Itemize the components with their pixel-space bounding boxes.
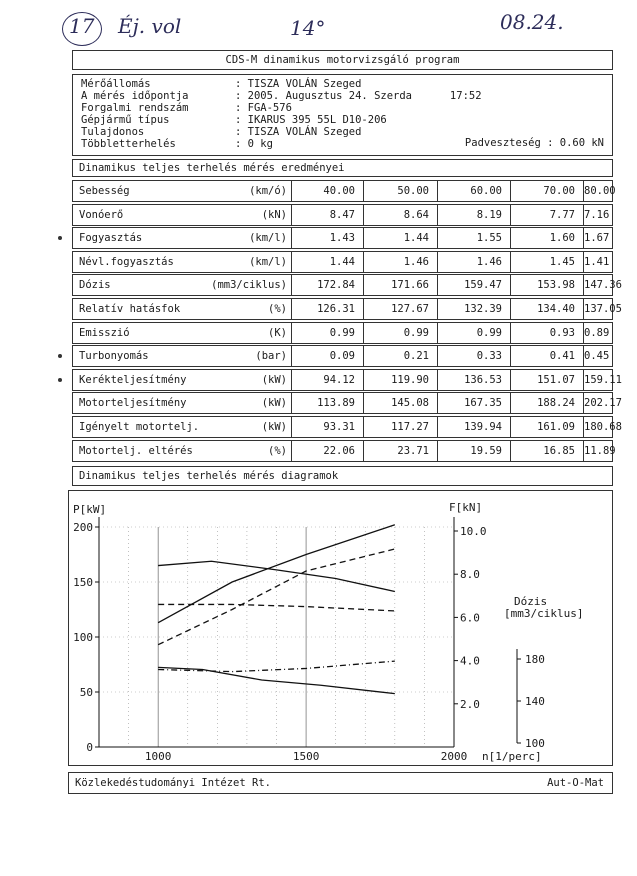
info-label: Tulajdonos (81, 126, 145, 138)
row-label: Kerékteljesítmény (79, 373, 187, 386)
info-label: Mérőállomás (81, 78, 151, 90)
table-cell: 0.99 (437, 323, 510, 343)
table-cell: 159.47 (437, 275, 510, 295)
table-cell: 0.45 (583, 346, 612, 366)
table-row (72, 440, 616, 462)
footer-box (68, 772, 613, 794)
table-cell: 202.17 (583, 393, 612, 413)
table-cell: 132.39 (437, 299, 510, 319)
table-cell: 19.59 (437, 441, 510, 461)
table-row (72, 322, 613, 344)
table-cell: 172.84 (291, 275, 363, 295)
d-tick-label: 180 (525, 653, 545, 666)
f-tick-label: 6.0 (460, 611, 480, 625)
row-unit: (km/ó) (249, 185, 287, 197)
table-cell: 145.08 (363, 393, 437, 413)
table-cell: 1.55 (437, 228, 510, 248)
table-cell: 137.05 (583, 299, 612, 319)
row-label: Fogyasztás (79, 232, 143, 245)
table-cell: 136.53 (437, 370, 510, 390)
table-row (72, 345, 613, 367)
table-cell: 1.60 (510, 228, 583, 248)
table-cell: 139.94 (437, 417, 510, 437)
table-cell: 159.11 (583, 370, 612, 390)
table-cell: 0.21 (363, 346, 437, 366)
row-label: Névl.fogyasztás (79, 255, 174, 268)
table-cell: 1.41 (583, 252, 612, 272)
results-title: Dinamikus teljes terhelés mérés eredményei (79, 162, 345, 174)
table-cell: 126.31 (291, 299, 363, 319)
row-unit: (kW) (261, 373, 287, 386)
p-tick-label: 50 (79, 686, 93, 699)
table-cell: 1.45 (510, 252, 583, 272)
table-cell: 7.77 (510, 205, 583, 225)
dozis-unit-label: [mm3/ciklus] (504, 607, 584, 620)
table-row (72, 392, 622, 414)
table-cell: 127.67 (363, 299, 437, 319)
row-label: Motorteljesítmény (79, 397, 187, 410)
row-label: Turbonyomás (79, 350, 149, 363)
row-unit: (K) (268, 326, 287, 339)
table-cell: 23.71 (363, 441, 437, 461)
d-tick-label: 100 (525, 737, 545, 750)
table-cell: 8.19 (437, 205, 510, 225)
n-tick-label: 2000 (440, 750, 468, 763)
row-unit: (kW) (261, 397, 287, 410)
table-cell: 40.00 (291, 181, 363, 201)
results-title-box (72, 159, 613, 177)
handwritten-text-1: Éj. vol (118, 14, 182, 38)
table-cell: 1.46 (437, 252, 510, 272)
f-axis-label: F[kN] (449, 501, 483, 514)
table-cell: 70.00 (510, 181, 583, 201)
row-unit: (km/l) (249, 232, 287, 245)
handwritten-text-3: 08.24. (500, 10, 564, 34)
table-cell: 0.93 (510, 323, 583, 343)
row-unit: (km/l) (249, 255, 287, 268)
row-unit: (%) (268, 444, 287, 457)
table-cell: 0.33 (437, 346, 510, 366)
table-row (72, 180, 616, 202)
row-label: Relatív hatásfok (79, 303, 181, 315)
info-value: : TISZA VOLÁN Szeged (235, 126, 362, 138)
n-tick-label: 1000 (144, 750, 172, 763)
table-cell: 60.00 (437, 181, 510, 201)
table-row (72, 204, 613, 226)
table-cell: 0.09 (291, 346, 363, 366)
table-cell: 117.27 (363, 417, 437, 437)
f-tick-label: 2.0 (460, 697, 480, 711)
handwritten-text-2: 14° (290, 16, 326, 40)
row-unit: (bar) (255, 350, 287, 363)
table-row (72, 227, 613, 249)
table-cell: 0.99 (291, 323, 363, 343)
table-cell: 93.31 (291, 417, 363, 437)
row-label: Sebesség (79, 185, 130, 197)
table-cell: 171.66 (363, 275, 437, 295)
table-cell: 0.89 (583, 323, 612, 343)
p-tick-label: 0 (86, 741, 93, 754)
diagram-title-box (72, 466, 613, 486)
table-cell: 134.40 (510, 299, 583, 319)
table-cell: 180.68 (583, 417, 612, 437)
table-cell: 153.98 (510, 275, 583, 295)
footer-left: Közlekedéstudományi Intézet Rt. (75, 777, 271, 789)
row-unit: (kN) (261, 208, 287, 221)
table-cell: 16.85 (510, 441, 583, 461)
row-label: Vonóerő (79, 208, 124, 221)
table-cell: 188.24 (510, 393, 583, 413)
table-cell: 0.41 (510, 346, 583, 366)
table-cell: 167.35 (437, 393, 510, 413)
info-label: Forgalmi rendszám (81, 102, 189, 114)
row-label: Dózis (79, 279, 111, 292)
info-value: : 0 kg (235, 138, 273, 150)
table-cell: 0.99 (363, 323, 437, 343)
table-cell: 7.16 (583, 205, 612, 225)
info-label: Többletterhelés (81, 138, 176, 150)
n-axis-label: n[1/perc] (482, 750, 542, 763)
diagram-box (68, 490, 613, 766)
table-cell: 1.46 (363, 252, 437, 272)
dozis-label: Dózis (514, 595, 548, 608)
chart-svg (69, 491, 614, 767)
table-cell: 161.09 (510, 417, 583, 437)
d-tick-label: 140 (525, 695, 545, 708)
series-line (158, 661, 395, 672)
info-label: Gépjármű típus (81, 114, 170, 126)
f-tick-label: 4.0 (460, 654, 480, 668)
table-row (72, 369, 622, 391)
p-axis-label: P[kW] (73, 503, 107, 516)
table-cell: 1.43 (291, 228, 363, 248)
margin-mark (58, 354, 62, 358)
row-label: Motortelj. eltérés (79, 444, 193, 457)
info-value: : 2005. Augusztus 24. Szerda 17:52 (235, 90, 482, 102)
info-value: : TISZA VOLÁN Szeged (235, 78, 362, 90)
table-cell: 151.07 (510, 370, 583, 390)
program-title-box (72, 50, 613, 70)
table-cell: 147.36 (583, 275, 612, 295)
table-cell: 8.47 (291, 205, 363, 225)
table-cell: 119.90 (363, 370, 437, 390)
diagram-title: Dinamikus teljes terhelés mérés diagramok (79, 470, 339, 482)
margin-mark (58, 236, 62, 240)
table-cell: 94.12 (291, 370, 363, 390)
p-tick-label: 200 (73, 521, 93, 534)
table-cell: 11.89 (583, 441, 612, 461)
row-unit: (%) (268, 303, 287, 315)
info-value: : FGA-576 (235, 102, 292, 114)
info-label: A mérés időpontja (81, 90, 189, 102)
margin-mark (58, 378, 62, 382)
footer-right: Aut-O-Mat (547, 777, 604, 789)
table-row (72, 416, 622, 438)
table-row (72, 274, 622, 296)
table-cell: 8.64 (363, 205, 437, 225)
handwritten-number: 17 (69, 14, 95, 38)
table-row (72, 251, 613, 273)
table-row (72, 298, 622, 320)
row-unit: (mm3/ciklus) (211, 279, 287, 292)
p-tick-label: 150 (73, 576, 93, 589)
table-cell: 1.44 (363, 228, 437, 248)
row-label: Emisszió (79, 326, 130, 339)
padveszteseg: Padveszteség : 0.60 kN (464, 137, 604, 149)
info-value: : IKARUS 395 55L D10-206 (235, 114, 387, 126)
info-box (72, 74, 613, 156)
f-tick-label: 8.0 (460, 568, 480, 582)
program-title: CDS-M dinamikus motorvizsgáló program (225, 54, 460, 66)
table-cell: 50.00 (363, 181, 437, 201)
table-cell: 22.06 (291, 441, 363, 461)
table-cell: 80.00 (583, 181, 612, 201)
f-tick-label: 10.0 (460, 525, 487, 538)
table-cell: 1.67 (583, 228, 612, 248)
n-tick-label: 1500 (292, 750, 320, 763)
table-cell: 1.44 (291, 252, 363, 272)
table-cell: 113.89 (291, 393, 363, 413)
p-tick-label: 100 (73, 631, 93, 644)
row-label: Igényelt motortelj. (79, 421, 200, 433)
row-unit: (kW) (261, 421, 287, 433)
